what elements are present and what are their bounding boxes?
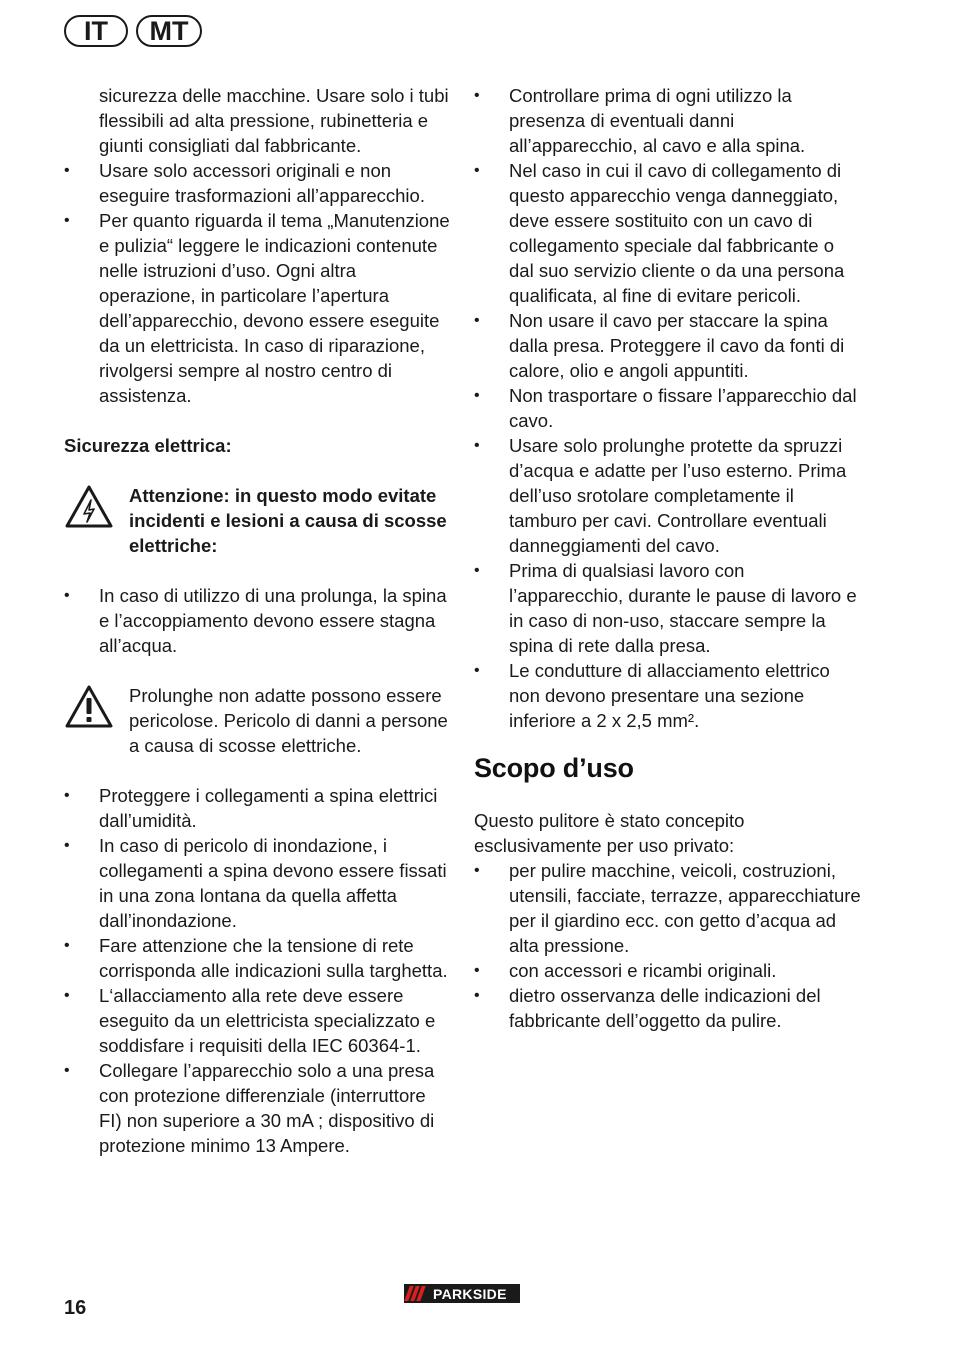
continuation-paragraph: sicurezza delle macchine. Usare solo i tubi flessibili ad alta pressione, rubinetteria e giunti consigliati dal fabbricante. <box>99 85 449 156</box>
language-badge-it: IT <box>64 15 128 47</box>
list-item: • Non trasportare o fissare l’apparecchio dal cavo. <box>474 383 862 433</box>
list-item: • In caso di utilizzo di una prolunga, la spina e l’accoppiamento devono essere stagna all’acqua. <box>64 583 450 658</box>
page-number: 16 <box>64 1297 87 1319</box>
list-item: • Controllare prima di ogni utilizzo la presenza di eventuali danni all’apparecchio, al cavo e alla spina. <box>474 83 862 158</box>
bullet-list-mid <box>64 583 450 658</box>
general-warning-icon <box>64 684 114 729</box>
list-item: • Usare solo prolunghe protette da spruzzi d’acqua e adatte per l’uso esterno. Prima dell’uso srotolare completamente il tamburo per cavi. Controllare eventuali danneggiamenti del cavo. <box>474 433 862 558</box>
right-column <box>474 83 862 1033</box>
electric-warning-block <box>64 483 450 558</box>
list-item: • Nel caso in cui il cavo di collegamento di questo apparecchio venga danneggiato, deve essere sostituito con un cavo di collegamento speciale dal fabbricante o dal suo servizio cliente o da una persona qualificata, al fine di evitare pericoli. <box>474 158 862 308</box>
list-item: • L‘allacciamento alla rete deve essere eseguito da un elettricista specializzato e soddisfare i requisiti della IEC 60364-1. <box>64 983 450 1058</box>
parkside-logo-icon <box>404 1284 520 1303</box>
general-warning-text: Prolunghe non adatte possono essere pericolose. Pericolo di danni a persone a causa di scosse elettriche. <box>129 685 448 756</box>
logo-stripes <box>404 1284 433 1303</box>
general-warning-block <box>64 683 450 758</box>
language-badges <box>64 15 202 47</box>
intended-use-intro: Questo pulitore è stato concepito esclusivamente per uso privato: <box>474 810 745 856</box>
intended-use-list <box>474 858 862 1033</box>
list-item: • per pulire macchine, veicoli, costruzioni, utensili, facciate, terrazze, apparecchiature per il giardino ecc. con getto d’acqua ad alta pressione. <box>474 858 862 958</box>
list-item: • Non usare il cavo per staccare la spina dalla presa. Proteggere il cavo da fonti di calore, olio e angoli appuntiti. <box>474 308 862 383</box>
list-item: • Le condutture di allacciamento elettrico non devono presentare una sezione inferiore a 2 x 2,5 mm². <box>474 658 862 733</box>
bullet-list-top <box>64 158 450 408</box>
list-item: • Collegare l’apparecchio solo a una presa con protezione differenziale (interruttore FI) non superiore a 30 mA ; dispositivo di protezione minimo 13 Ampere. <box>64 1058 450 1158</box>
list-item: • con accessori e ricambi originali. <box>474 958 862 983</box>
logo-wordmark: PARKSIDE <box>433 1285 507 1302</box>
list-item: • Proteggere i collegamenti a spina elettrici dall’umidità. <box>64 783 450 833</box>
language-badge-mt: MT <box>136 15 202 47</box>
left-column <box>64 83 450 1158</box>
list-item: • Fare attenzione che la tensione di rete corrisponda alle indicazioni sulla targhetta. <box>64 933 450 983</box>
electric-warning-icon <box>64 484 114 529</box>
electric-warning-text: Attenzione: in questo modo evitate incidenti e lesioni a causa di scosse elettriche: <box>129 485 447 556</box>
bullet-list-bottom <box>64 783 450 1158</box>
list-item: • dietro osservanza delle indicazioni del fabbricante dell’oggetto da pulire. <box>474 983 862 1033</box>
list-item: • Prima di qualsiasi lavoro con l’apparecchio, durante le pause di lavoro e in caso di non-uso, staccare sempre la spina di rete dalla presa. <box>474 558 862 658</box>
list-item: • Per quanto riguarda il tema „Manutenzione e pulizia“ leggere le indicazioni contenute nelle istruzioni d’uso. Ogni altra operazione, in particolare l’apertura dell’apparecchio, devono essere eseguite da un elettricista. In caso di riparazione, rivolgersi sempre al nostro centro di assistenza. <box>64 208 450 408</box>
list-item: • Usare solo accessori originali e non eseguire trasformazioni all’apparecchio. <box>64 158 450 208</box>
list-item: • In caso di pericolo di inondazione, i collegamenti a spina devono essere fissati in una zona lontana da quella affetta dall’inondazione. <box>64 833 450 933</box>
bullet-list-right <box>474 83 862 733</box>
section-title-intended-use: Scopo d’uso <box>474 753 634 783</box>
subheading-electrical-safety: Sicurezza elettrica: <box>64 435 232 456</box>
